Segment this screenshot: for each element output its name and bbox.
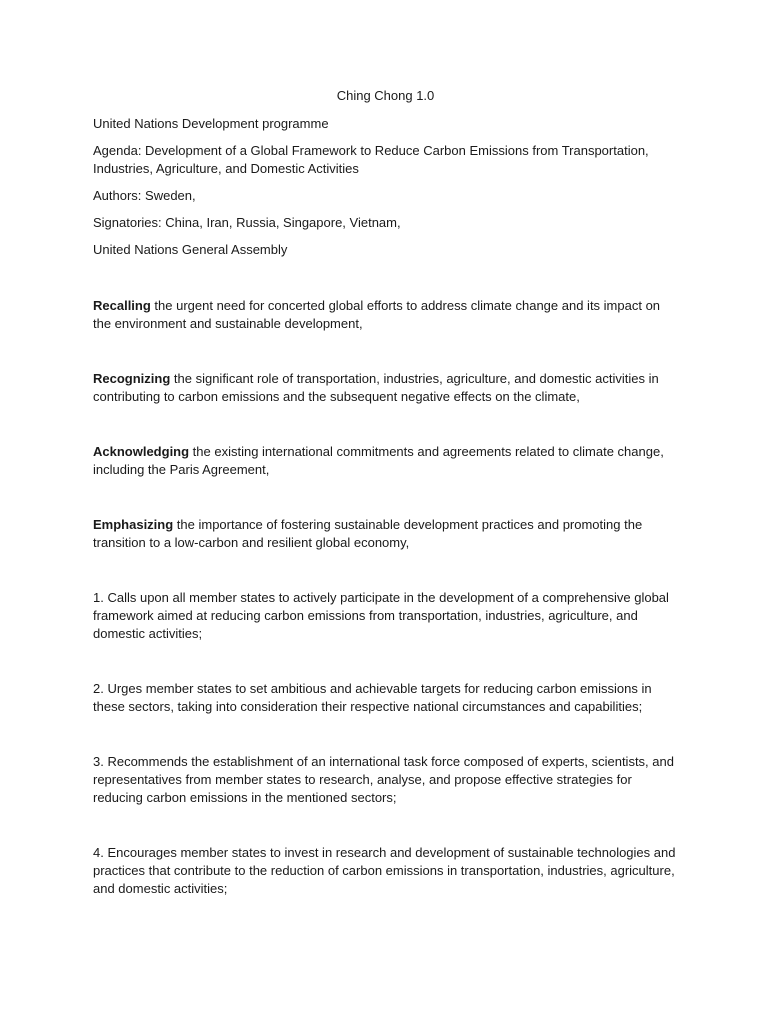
spacer: [93, 552, 678, 589]
spacer: [93, 716, 678, 753]
operative-clause-3: 3. Recommends the establishment of an international task force composed of experts, scientists, and representatives from member states to research, analyse, and propose effective strategies for reducing carbon emissions in the mentioned sectors;: [93, 754, 674, 805]
clause-keyword: Acknowledging: [93, 444, 190, 459]
spacer: [93, 406, 678, 443]
body-line: United Nations General Assembly: [93, 242, 288, 257]
spacer: [93, 268, 678, 297]
clause-text: the urgent need for concerted global efforts to address climate change and its impact on the environment and sustainable development,: [93, 298, 661, 331]
signatories-line: Signatories: China, Iran, Russia, Singapore, Vietnam,: [93, 215, 401, 230]
clause-text: the existing international commitments and agreements related to climate change, including the Paris Agreement,: [93, 444, 664, 477]
document-content: [93, 87, 678, 898]
committee-line: United Nations Development programme: [93, 116, 329, 131]
preambulatory-clause-acknowledging: [93, 443, 678, 479]
preambulatory-clause-emphasizing: [93, 516, 678, 552]
document-title: Ching Chong 1.0: [336, 88, 435, 103]
spacer: [93, 643, 678, 680]
agenda-line: Agenda: Development of a Global Framework to Reduce Carbon Emissions from Transportation, Industries, Agriculture, and Domestic Activities: [93, 143, 649, 176]
preambulatory-clause-recognizing: [93, 370, 678, 406]
authors-line: Authors: Sweden,: [93, 188, 196, 203]
operative-clause-2: 2. Urges member states to set ambitious and achievable targets for reducing carbon emissions in these sectors, taking into consideration their respective national circumstances and capabilities;: [93, 681, 652, 714]
operative-clause-4: 4. Encourages member states to invest in research and development of sustainable technologies and practices that contribute to the reduction of carbon emissions in transportation, industries, agriculture, and domestic activities;: [93, 845, 676, 896]
operative-clause-1: 1. Calls upon all member states to actively participate in the development of a comprehensive global framework aimed at reducing carbon emissions from transportation, industries, agriculture, and domestic activities;: [93, 590, 669, 641]
clause-text: the significant role of transportation, industries, agriculture, and domestic activities in contributing to carbon emissions and the subsequent negative effects on the climate,: [93, 371, 659, 404]
spacer: [93, 807, 678, 844]
clause-keyword: Emphasizing: [93, 517, 174, 532]
clause-keyword: Recalling: [93, 298, 151, 313]
clause-keyword: Recognizing: [93, 371, 171, 386]
clause-text: the importance of fostering sustainable development practices and promoting the transition to a low-carbon and resilient global economy,: [93, 517, 643, 550]
preambulatory-clause-recalling: [93, 297, 678, 333]
spacer: [93, 479, 678, 516]
spacer: [93, 333, 678, 370]
